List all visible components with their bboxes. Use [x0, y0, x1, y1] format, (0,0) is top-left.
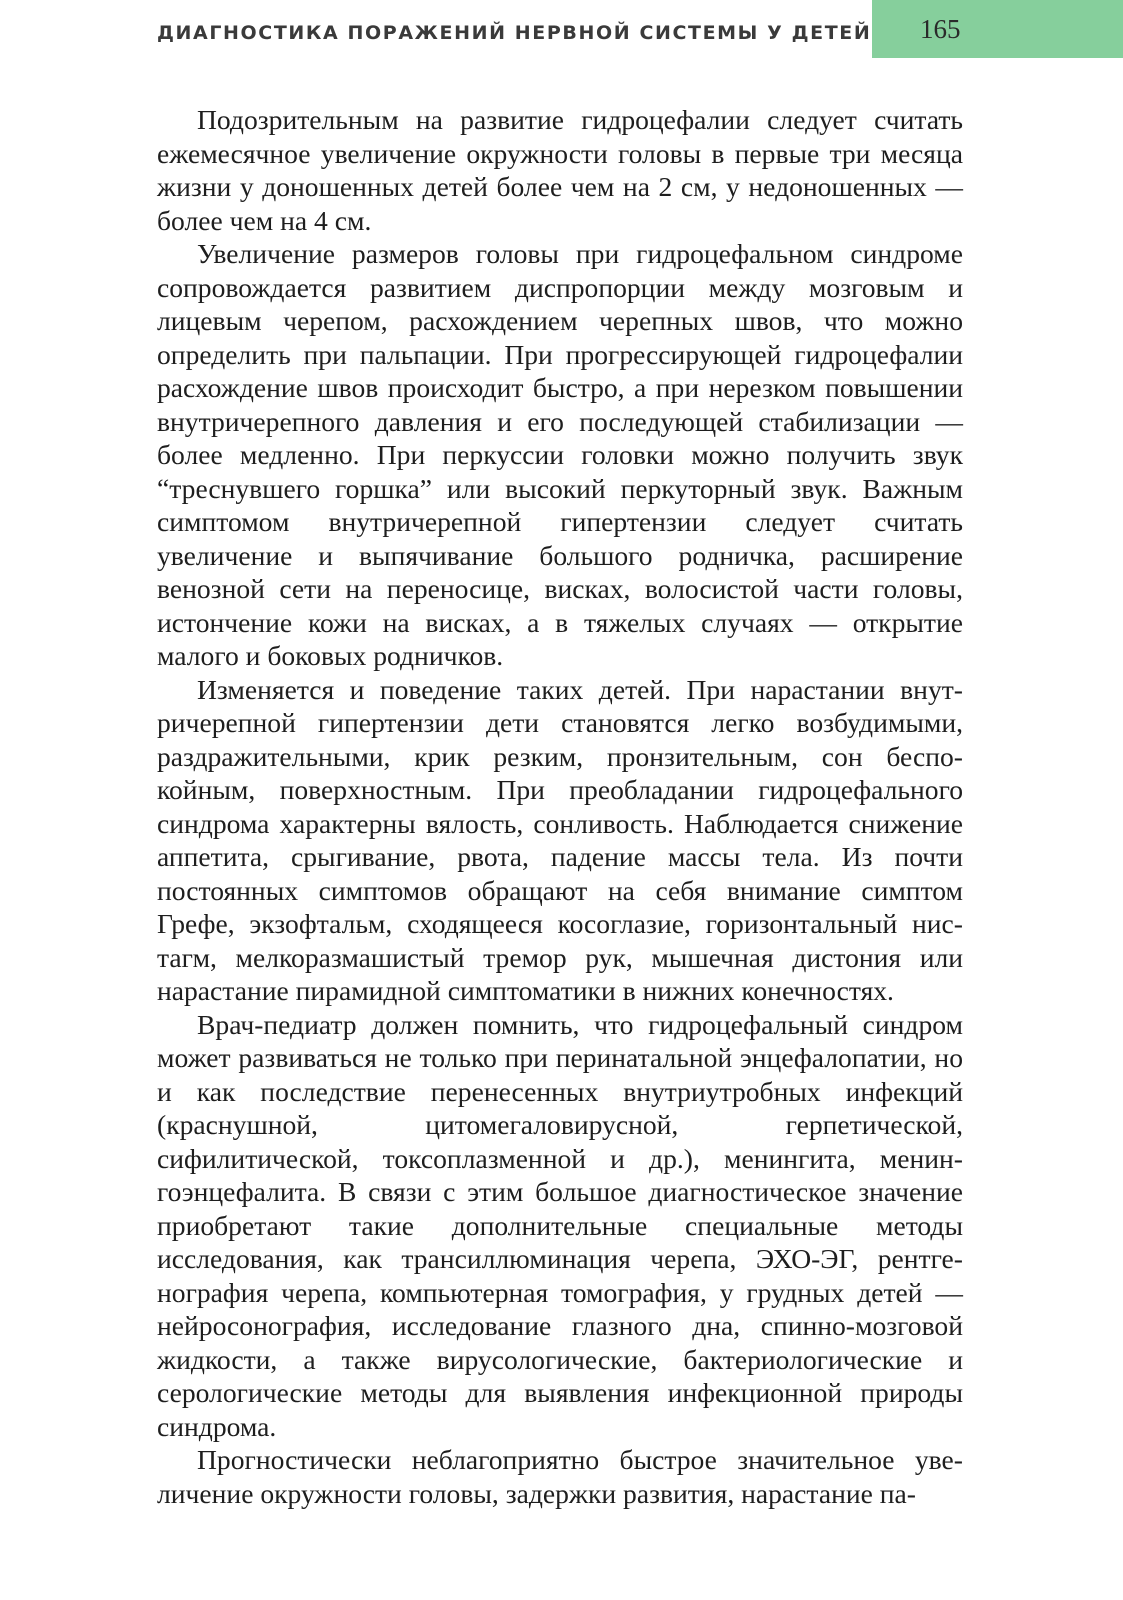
- running-header: ДИАГНОСТИКА ПОРАЖЕНИЙ НЕРВНОЙ СИСТЕМЫ У ДЕТЕЙ: [157, 22, 872, 44]
- paragraph: Врач-педиатр должен помнить, что гидроцефальный синдром может развиваться не только при перинатальной энцефалопатии, но и как последствие перенесенных внутриутробных инфекций (краснушной, цитомегаловирусной, герпетической, сифилитической, токсоплазменной и др.), менингита, менингоэнцефалита. В связи с этим большое диагностическое значение приобретают такие дополнительные специальные методы исследования, как трансиллюминация черепа, ЭХО-ЭГ, рентгенография черепа, компьютерная томография, у грудных детей — нейросонография, исследование глазного дна, спинно-мозговой жидкости, а также вирусологические, бактериологические и серологические методы для выявления инфекционной природы синдрома.: [157, 1008, 963, 1442]
- paragraph: Увеличение размеров головы при гидроцефальном синдроме сопровождается развитием диспропорции между мозговым и лицевым черепом, расхождением черепных швов, что можно определить при пальпации. При прогрессирующей гидроцефалии расхождение швов происходит быстро, а при нерезком повышении внутричерепного давления и его последующей стабилизации — более медленно. При перкуссии головки можно получить звук “треснувшего горшка” или высокий перкуторный звук. Важным симптомом внутричерепной гипертензии следует считать увеличение и выпячивание большого родничка, расширение венозной сети на переносице, висках, волосистой части головы, истончение кожи на висках, а в тяжелых случаях — открытие малого и боковых родничков.: [157, 238, 963, 671]
- page-number: 165: [920, 14, 961, 44]
- paragraph: Изменяется и поведение таких детей. При нарастании внутричерепной гипертензии дети становятся легко возбудимыми, раздражительными, крик резким, пронзительным, сон беспокойным, поверхностным. При преобладании гидроцефального синдрома характерны вялость, сонливость. Наблюдается снижение аппетита, срыгивание, рвота, падение массы тела. Из почти постоянных симптомов обращают на себя внимание симптом Грефе, экзофтальм, сходящееся косоглазие, горизонтальный нистагм, мелкоразмашистый тремор рук, мышечная дистония или нарастание пирамидной симптоматики в нижних конечностях.: [157, 673, 963, 1006]
- page-number-tab: [872, 0, 1123, 58]
- paragraph: Подозрительным на развитие гидроцефалии следует считать ежемесячное увеличение окружности головы в первые три месяца жизни у доношенных детей более чем на 2 см, у недоношенных — более чем на 4 см.: [157, 104, 963, 236]
- paragraph: Прогностически неблагоприятно быстрое значительное увеличение окружности головы, задержки развития, нарастание па-: [157, 1444, 963, 1509]
- body-text: [157, 103, 963, 1510]
